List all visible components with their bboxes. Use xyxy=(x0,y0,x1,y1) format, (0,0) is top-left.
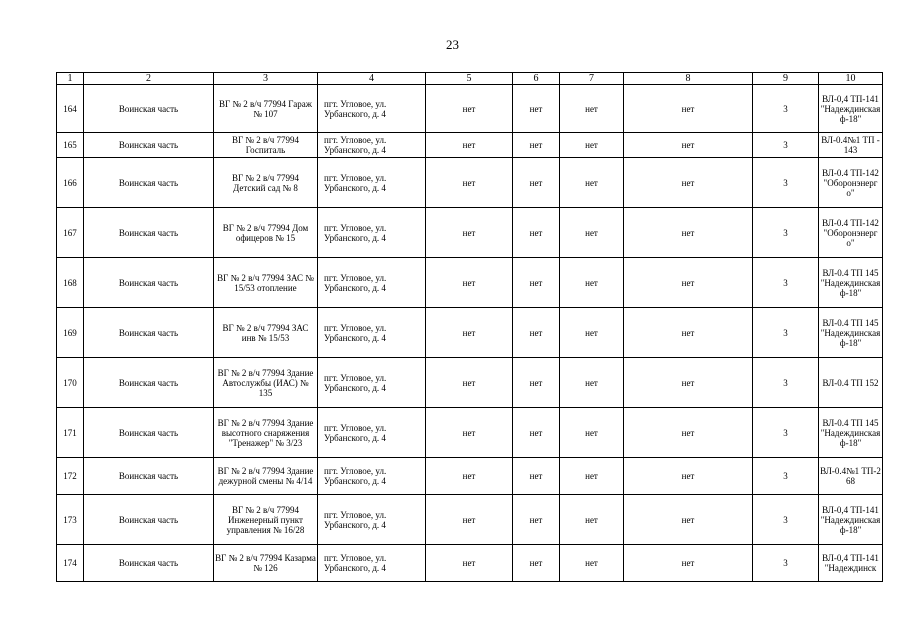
value-cell: 3 xyxy=(753,458,819,495)
value-cell: нет xyxy=(426,133,513,158)
object-cell: ВГ № 2 в/ч 77994 Здание высотного снаряжения "Тренажер" № 3/23 xyxy=(214,408,318,458)
value-cell: нет xyxy=(426,408,513,458)
address-cell: пгт. Угловое, ул. Урбанского, д. 4 xyxy=(318,408,426,458)
value-cell: нет xyxy=(560,458,624,495)
organization-cell: Воинская часть xyxy=(84,308,214,358)
value-cell: нет xyxy=(560,158,624,208)
value-cell: 3 xyxy=(753,495,819,545)
value-cell: нет xyxy=(513,458,560,495)
value-cell: нет xyxy=(426,258,513,308)
organization-cell: Воинская часть xyxy=(84,408,214,458)
value-cell: 3 xyxy=(753,308,819,358)
row-number-cell: 172 xyxy=(57,458,84,495)
address-cell: пгт. Угловое, ул. Урбанского, д. 4 xyxy=(318,358,426,408)
value-cell: 3 xyxy=(753,158,819,208)
column-number: 7 xyxy=(560,73,624,85)
value-cell: нет xyxy=(624,85,753,133)
value-cell: нет xyxy=(426,308,513,358)
value-cell: нет xyxy=(624,358,753,408)
value-cell: нет xyxy=(624,545,753,582)
address-cell: пгт. Угловое, ул. Урбанского, д. 4 xyxy=(318,495,426,545)
power-line-cell: ВЛ-0.4 ТП-142 "Оборонэнерго" xyxy=(819,208,883,258)
table-row xyxy=(57,408,883,458)
address-cell: пгт. Угловое, ул. Урбанского, д. 4 xyxy=(318,158,426,208)
table-row xyxy=(57,133,883,158)
row-number-cell: 167 xyxy=(57,208,84,258)
value-cell: нет xyxy=(513,495,560,545)
value-cell: нет xyxy=(560,308,624,358)
column-number: 8 xyxy=(624,73,753,85)
column-number: 3 xyxy=(214,73,318,85)
table-row xyxy=(57,308,883,358)
organization-cell: Воинская часть xyxy=(84,133,214,158)
power-line-cell: ВЛ-0.4№1 ТП-268 xyxy=(819,458,883,495)
object-cell: ВГ № 2 в/ч 77994 Здание Автослужбы (ИАС) № 135 xyxy=(214,358,318,408)
column-number: 10 xyxy=(819,73,883,85)
power-line-cell: ВЛ-0.4№1 ТП - 143 xyxy=(819,133,883,158)
address-cell: пгт. Угловое, ул. Урбанского, д. 4 xyxy=(318,208,426,258)
value-cell: нет xyxy=(513,545,560,582)
column-number: 6 xyxy=(513,73,560,85)
value-cell: нет xyxy=(624,308,753,358)
power-line-cell: ВЛ-0.4 ТП 152 xyxy=(819,358,883,408)
value-cell: нет xyxy=(513,133,560,158)
value-cell: 3 xyxy=(753,358,819,408)
value-cell: нет xyxy=(513,358,560,408)
value-cell: нет xyxy=(624,208,753,258)
value-cell: нет xyxy=(624,133,753,158)
column-number: 1 xyxy=(57,73,84,85)
object-cell: ВГ № 2 в/ч 77994 Дом офицеров № 15 xyxy=(214,208,318,258)
row-number-cell: 169 xyxy=(57,308,84,358)
object-cell: ВГ № 2 в/ч 77994 Детский сад № 8 xyxy=(214,158,318,208)
value-cell: нет xyxy=(426,495,513,545)
object-cell: ВГ № 2 в/ч 77994 ЗАС № 15/53 отопление xyxy=(214,258,318,308)
value-cell: нет xyxy=(426,85,513,133)
table-row xyxy=(57,495,883,545)
value-cell: 3 xyxy=(753,545,819,582)
object-cell: ВГ № 2 в/ч 77994 Госпиталь xyxy=(214,133,318,158)
organization-cell: Воинская часть xyxy=(84,208,214,258)
organization-cell: Воинская часть xyxy=(84,545,214,582)
value-cell: нет xyxy=(624,158,753,208)
page-number: 23 xyxy=(446,37,459,52)
value-cell: нет xyxy=(513,158,560,208)
value-cell: нет xyxy=(513,408,560,458)
organization-cell: Воинская часть xyxy=(84,458,214,495)
value-cell: нет xyxy=(560,85,624,133)
value-cell: нет xyxy=(513,208,560,258)
power-line-cell: ВЛ-0.4 ТП 145 "Надеждинская ф-18" xyxy=(819,258,883,308)
address-cell: пгт. Угловое, ул. Урбанского, д. 4 xyxy=(318,458,426,495)
value-cell: 3 xyxy=(753,208,819,258)
table-row xyxy=(57,358,883,408)
value-cell: нет xyxy=(560,258,624,308)
value-cell: 3 xyxy=(753,85,819,133)
column-number: 2 xyxy=(84,73,214,85)
power-line-cell: ВЛ-0,4 ТП-141 "Надеждинская ф-18" xyxy=(819,495,883,545)
value-cell: нет xyxy=(560,495,624,545)
value-cell: нет xyxy=(560,358,624,408)
value-cell: нет xyxy=(426,158,513,208)
address-cell: пгт. Угловое, ул. Урбанского, д. 4 xyxy=(318,85,426,133)
address-cell: пгт. Угловое, ул. Урбанского, д. 4 xyxy=(318,308,426,358)
value-cell: нет xyxy=(426,458,513,495)
row-number-cell: 173 xyxy=(57,495,84,545)
value-cell: нет xyxy=(624,408,753,458)
value-cell: 3 xyxy=(753,408,819,458)
object-cell: ВГ № 2 в/ч 77994 Гараж № 107 xyxy=(214,85,318,133)
table-row xyxy=(57,458,883,495)
organization-cell: Воинская часть xyxy=(84,85,214,133)
table-row xyxy=(57,158,883,208)
table-row xyxy=(57,258,883,308)
object-cell: ВГ № 2 в/ч 77994 ЗАС инв № 15/53 xyxy=(214,308,318,358)
value-cell: нет xyxy=(560,208,624,258)
power-line-cell: ВЛ-0,4 ТП-141 "Надеждинская ф-18" xyxy=(819,85,883,133)
value-cell: нет xyxy=(560,408,624,458)
column-number-row xyxy=(57,73,883,85)
object-cell: ВГ № 2 в/ч 77994 Инженерный пункт управления № 16/28 xyxy=(214,495,318,545)
value-cell: нет xyxy=(426,208,513,258)
organization-cell: Воинская часть xyxy=(84,358,214,408)
row-number-cell: 174 xyxy=(57,545,84,582)
value-cell: нет xyxy=(624,458,753,495)
value-cell: нет xyxy=(560,545,624,582)
row-number-cell: 171 xyxy=(57,408,84,458)
row-number-cell: 164 xyxy=(57,85,84,133)
address-cell: пгт. Угловое, ул. Урбанского, д. 4 xyxy=(318,545,426,582)
address-cell: пгт. Угловое, ул. Урбанского, д. 4 xyxy=(318,133,426,158)
row-number-cell: 170 xyxy=(57,358,84,408)
power-line-cell: ВЛ-0.4 ТП-142 "Оборонэнерго" xyxy=(819,158,883,208)
value-cell: 3 xyxy=(753,133,819,158)
value-cell: нет xyxy=(513,308,560,358)
value-cell: нет xyxy=(624,495,753,545)
value-cell: нет xyxy=(624,258,753,308)
organization-cell: Воинская часть xyxy=(84,258,214,308)
value-cell: нет xyxy=(426,358,513,408)
row-number-cell: 166 xyxy=(57,158,84,208)
table-row xyxy=(57,85,883,133)
value-cell: нет xyxy=(513,258,560,308)
object-cell: ВГ № 2 в/ч 77994 Казарма № 126 xyxy=(214,545,318,582)
table-row xyxy=(57,208,883,258)
organization-cell: Воинская часть xyxy=(84,495,214,545)
power-line-cell: ВЛ-0.4 ТП 145 "Надеждинская ф-18" xyxy=(819,408,883,458)
value-cell: нет xyxy=(426,545,513,582)
table-row xyxy=(57,545,883,582)
row-number-cell: 168 xyxy=(57,258,84,308)
column-number: 5 xyxy=(426,73,513,85)
value-cell: нет xyxy=(513,85,560,133)
value-cell: нет xyxy=(560,133,624,158)
value-cell: 3 xyxy=(753,258,819,308)
address-cell: пгт. Угловое, ул. Урбанского, д. 4 xyxy=(318,258,426,308)
data-table xyxy=(56,72,883,582)
column-number: 9 xyxy=(753,73,819,85)
column-number: 4 xyxy=(318,73,426,85)
organization-cell: Воинская часть xyxy=(84,158,214,208)
power-line-cell: ВЛ-0,4 ТП-141 "Надеждинск xyxy=(819,545,883,582)
object-cell: ВГ № 2 в/ч 77994 Здание дежурной смены № 4/14 xyxy=(214,458,318,495)
row-number-cell: 165 xyxy=(57,133,84,158)
power-line-cell: ВЛ-0.4 ТП 145 "Надеждинская ф-18" xyxy=(819,308,883,358)
